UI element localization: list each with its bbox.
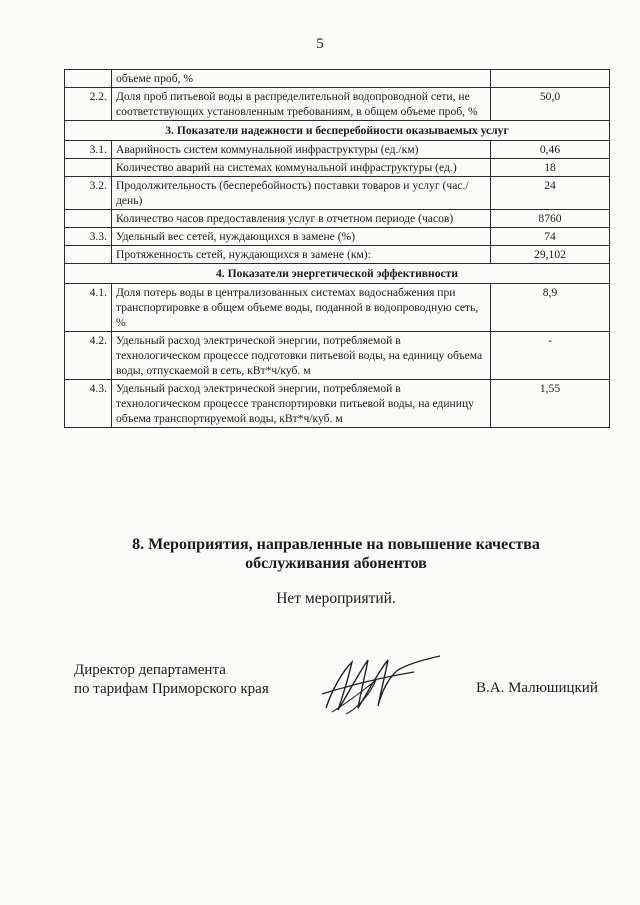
row-number <box>65 159 112 177</box>
indicator-value: 0,46 <box>491 141 610 159</box>
row-number: 3.3. <box>65 228 112 246</box>
section-header-row <box>65 264 610 284</box>
page-number: 5 <box>316 36 324 52</box>
signer-position-line1: Директор департамента <box>74 662 226 678</box>
row-number <box>65 70 112 88</box>
table-row <box>65 141 610 159</box>
table-row <box>65 332 610 380</box>
indicator-name: Количество часов предоставления услуг в отчетном периоде (часов) <box>112 210 491 228</box>
indicator-value: 8,9 <box>491 284 610 332</box>
indicator-name: Удельный вес сетей, нуждающихся в замене (%) <box>112 228 491 246</box>
indicator-name: Количество аварий на системах коммунальной инфраструктуры (ед.) <box>112 159 491 177</box>
signer-name: В.А. Малюшицкий <box>476 680 598 696</box>
section-title: 3. Показатели надежности и бесперебойности оказываемых услуг <box>65 121 610 141</box>
signer-position <box>74 661 269 699</box>
row-number: 3.2. <box>65 177 112 210</box>
indicator-value: 24 <box>491 177 610 210</box>
no-measures-note: Нет мероприятий. <box>276 590 396 607</box>
section-8-title-line1: 8. Мероприятия, направленные на повышение качества <box>132 536 540 553</box>
table-row <box>65 70 610 88</box>
indicators-table <box>64 69 610 428</box>
indicator-value <box>491 70 610 88</box>
indicator-value: 18 <box>491 159 610 177</box>
signer-position-line2: по тарифам Приморского края <box>74 681 269 697</box>
table-row <box>65 380 610 428</box>
table-row <box>65 246 610 264</box>
indicator-value: 74 <box>491 228 610 246</box>
indicator-value: 50,0 <box>491 88 610 121</box>
indicator-name: Удельный расход электрической энергии, потребляемой в технологическом процессе подготовки питьевой воды, на единицу объема воды, отпускаемой в сеть, кВт*ч/куб. м <box>112 332 491 380</box>
row-number: 4.3. <box>65 380 112 428</box>
table-row <box>65 159 610 177</box>
indicator-name: Доля проб питьевой воды в распределительной водопроводной сети, не соответствующих установленным требованиям, в общем объеме проб, % <box>112 88 491 121</box>
indicator-name: Удельный расход электрической энергии, потребляемой в технологическом процессе транспортировки питьевой воды, на единицу объема транспортируемой воды, кВт*ч/куб. м <box>112 380 491 428</box>
row-number: 3.1. <box>65 141 112 159</box>
table-row <box>65 284 610 332</box>
row-number: 4.1. <box>65 284 112 332</box>
row-number <box>65 210 112 228</box>
row-number: 4.2. <box>65 332 112 380</box>
indicator-name: Доля потерь воды в централизованных системах водоснабжения при транспортировке в общем объеме воды, поданной в водопроводную сеть, % <box>112 284 491 332</box>
indicator-name: объеме проб, % <box>112 70 491 88</box>
section-8-heading <box>0 535 640 573</box>
handwritten-signature <box>318 650 448 720</box>
indicator-value: - <box>491 332 610 380</box>
indicator-value: 1,55 <box>491 380 610 428</box>
section-header-row <box>65 121 610 141</box>
section-title: 4. Показатели энергетической эффективности <box>65 264 610 284</box>
table-row <box>65 210 610 228</box>
indicator-name: Продолжительность (бесперебойность) поставки товаров и услуг (час./день) <box>112 177 491 210</box>
table-row <box>65 228 610 246</box>
table-row <box>65 88 610 121</box>
indicator-name: Протяженность сетей, нуждающихся в замене (км): <box>112 246 491 264</box>
table-row <box>65 177 610 210</box>
indicator-name: Аварийность систем коммунальной инфраструктуры (ед./км) <box>112 141 491 159</box>
section-8-title-line2: обслуживания абонентов <box>245 555 427 572</box>
row-number: 2.2. <box>65 88 112 121</box>
indicator-value: 29,102 <box>491 246 610 264</box>
indicator-value: 8760 <box>491 210 610 228</box>
row-number <box>65 246 112 264</box>
